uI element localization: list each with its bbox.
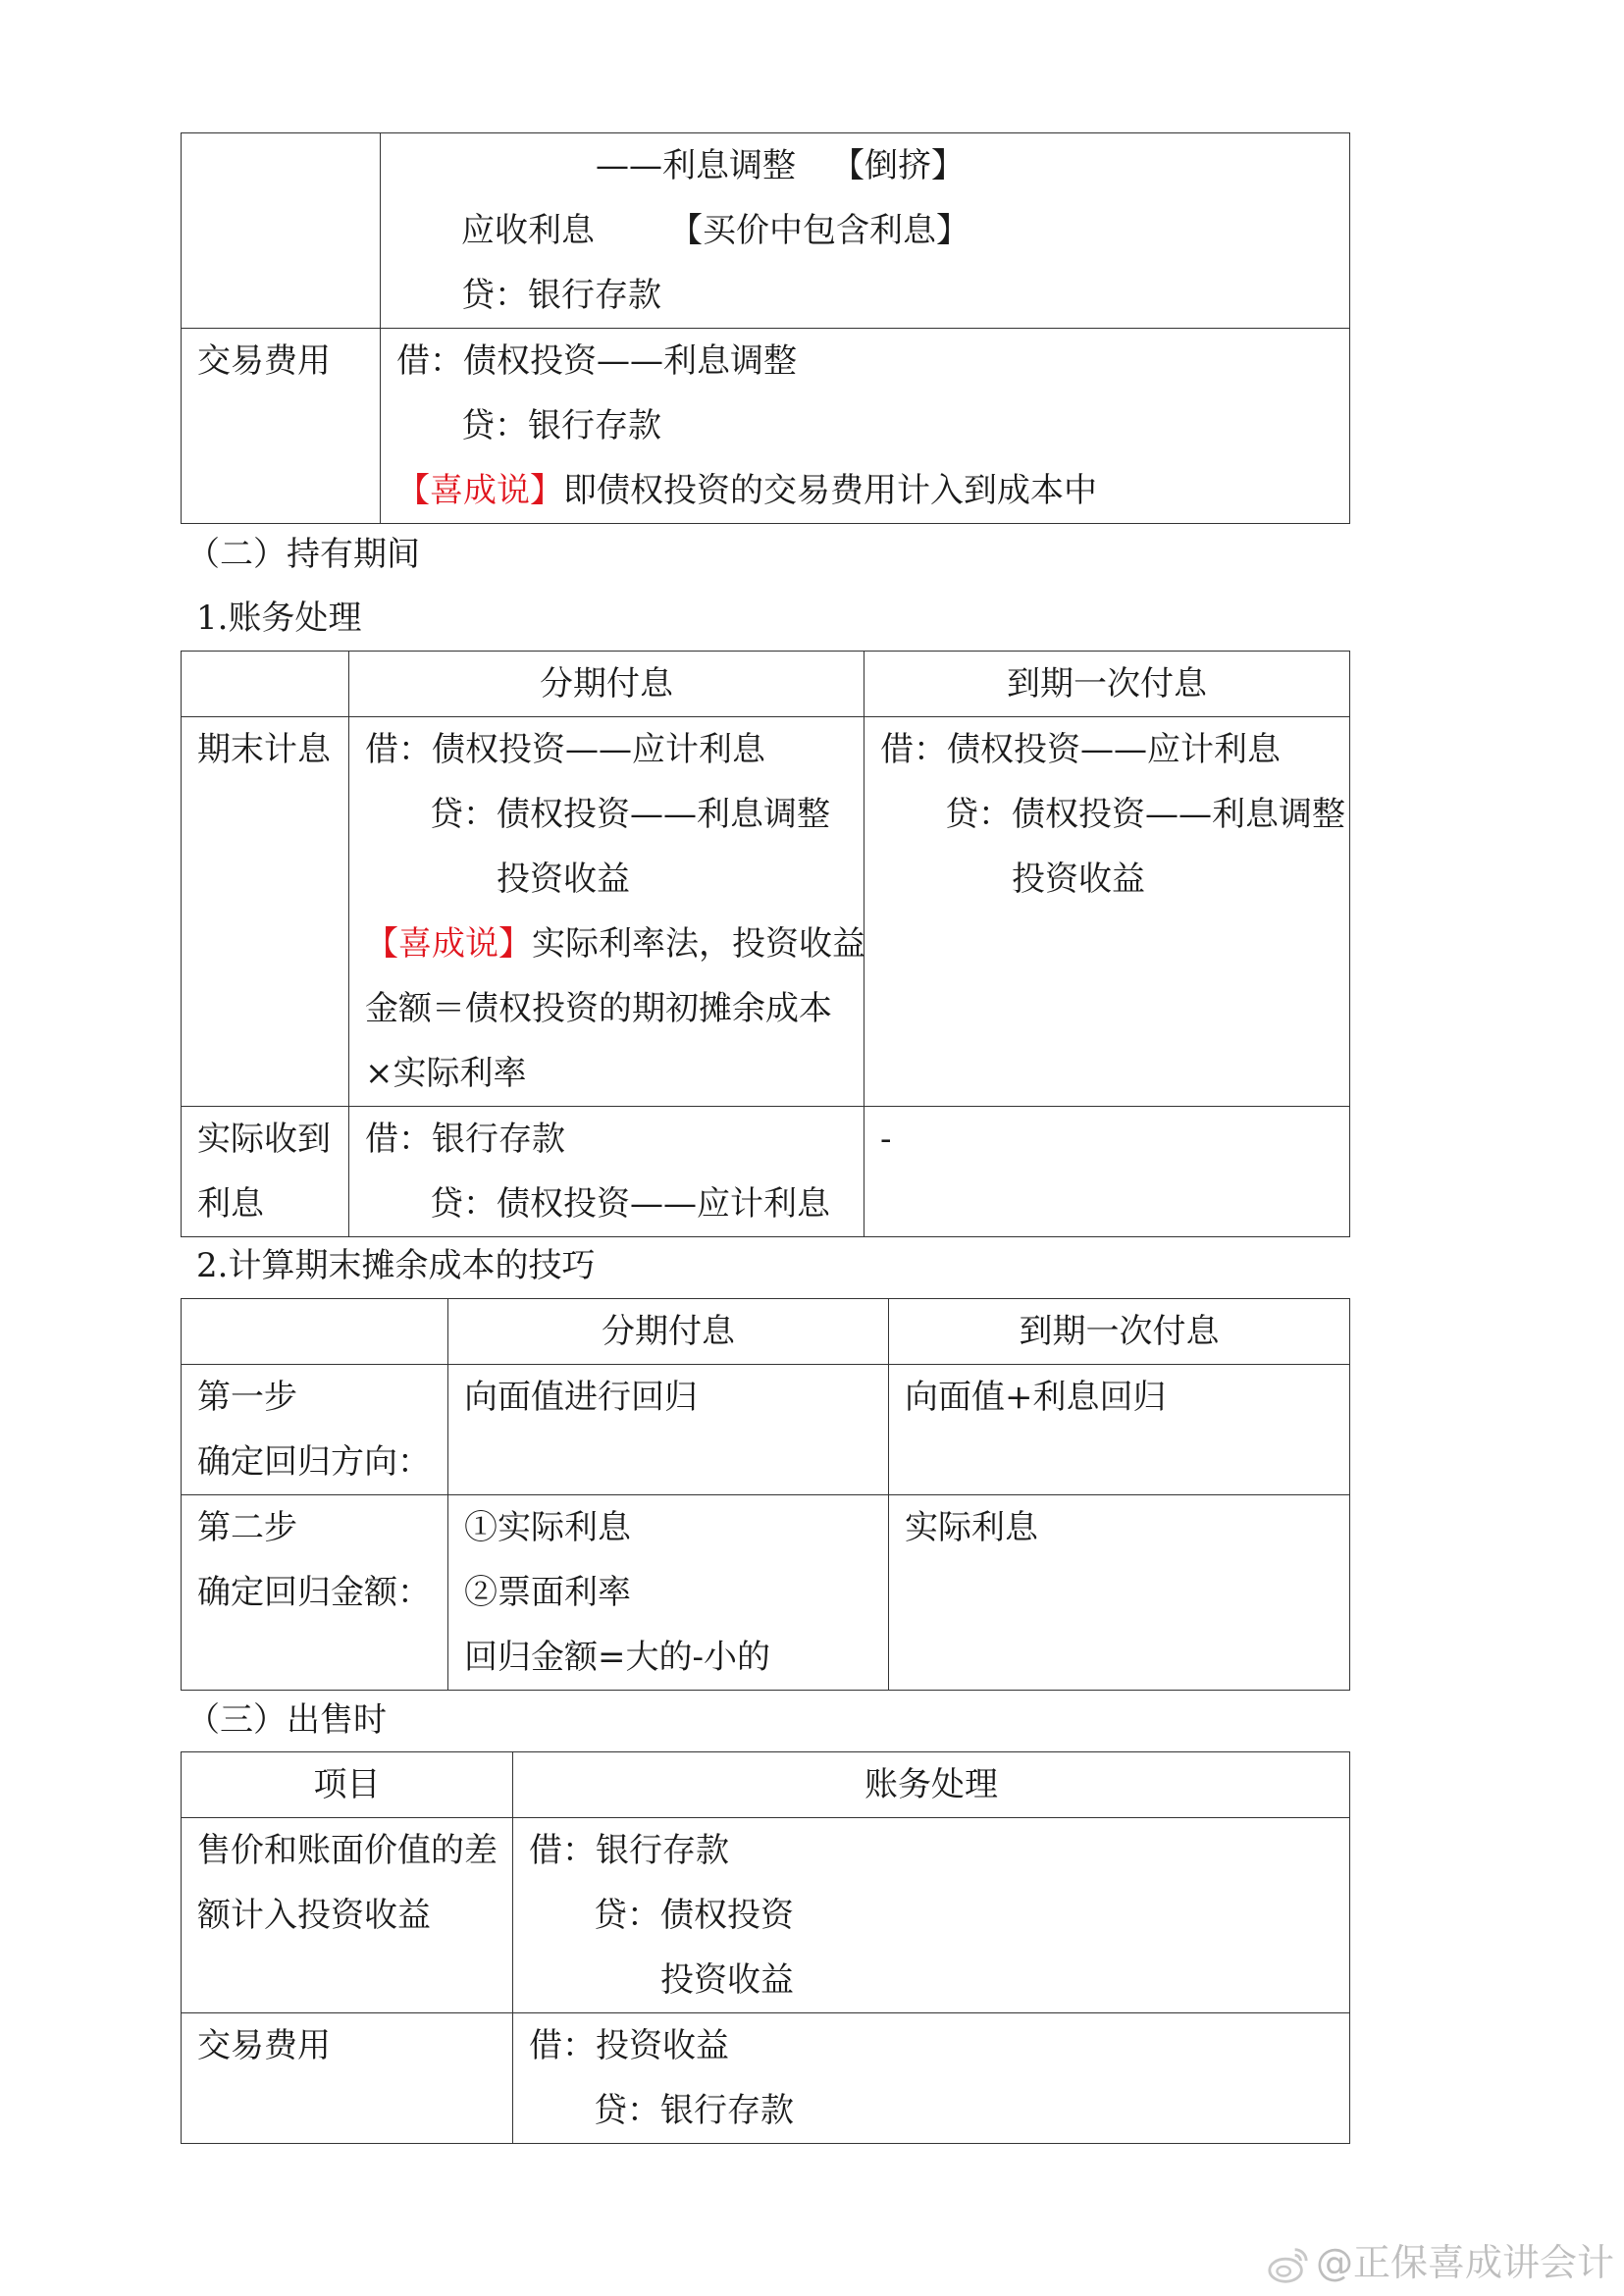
row-label: 交易费用	[182, 2013, 513, 2144]
entry-line: 投资收益	[660, 1960, 794, 2000]
entry-line: 贷：债权投资——利息调整	[430, 795, 830, 834]
entry-line: 贷：债权投资	[594, 1896, 794, 1935]
entry-line: 借：债权投资——应计利息	[365, 730, 765, 769]
entry-line: 贷：债权投资——应计利息	[430, 1184, 830, 1224]
entry-line: 借：债权投资——应计利息	[880, 730, 1281, 769]
table-row	[182, 717, 1350, 1107]
entry-line: 借：投资收益	[529, 2026, 729, 2065]
table-header-row	[182, 652, 1350, 717]
entry-line: 贷：银行存款	[461, 276, 661, 315]
header-cell	[182, 1299, 448, 1365]
table-cell	[182, 133, 381, 329]
header-cell: 到期一次付息	[889, 1299, 1350, 1365]
table-cell	[349, 717, 864, 1107]
table-row	[182, 133, 1350, 329]
table-cell	[513, 1818, 1350, 2013]
table-cell: ①实际利息 ②票面利率 回归金额=大的-小的	[448, 1495, 889, 1691]
note-tag: 【喜成说】	[396, 471, 563, 510]
note-line: 金额＝债权投资的期初摊余成本	[365, 989, 832, 1028]
entry-line: 借：银行存款	[529, 1831, 729, 1870]
header-cell: 到期一次付息	[864, 652, 1350, 717]
table-cell	[864, 717, 1350, 1107]
table-header-row	[182, 1299, 1350, 1365]
entry-line: 借：债权投资——利息调整	[396, 341, 797, 381]
table-cell: 实际利息	[889, 1495, 1350, 1691]
table-cell	[513, 2013, 1350, 2144]
entry-line: 借：银行存款	[365, 1120, 565, 1159]
note-line: 【喜成说】实际利率法，投资收益	[365, 924, 865, 964]
entry-line: ——利息调整 【倒挤】	[596, 146, 965, 185]
table-row	[182, 329, 1350, 524]
table-row	[182, 2013, 1350, 2144]
section-heading: （二）持有期间	[186, 535, 420, 574]
entry-line: 贷：银行存款	[461, 406, 661, 445]
sale-table	[181, 1751, 1350, 2144]
row-label: 售价和账面价值的差 额计入投资收益	[182, 1818, 513, 2013]
subsection-heading: 2.计算期末摊余成本的技巧	[196, 1246, 596, 1285]
row-label: 交易费用	[182, 329, 381, 524]
note-line: 【喜成说】即债权投资的交易费用计入到成本中	[396, 471, 1097, 510]
section-heading: （三）出售时	[186, 1700, 387, 1740]
header-cell: 账务处理	[513, 1752, 1350, 1818]
row-label: 实际收到 利息	[182, 1107, 349, 1237]
table-row	[182, 1495, 1350, 1691]
holding-period-table	[181, 651, 1350, 1237]
initial-measurement-table	[181, 132, 1350, 524]
watermark: @正保喜成讲会计	[1265, 2232, 1614, 2288]
table-row	[182, 1107, 1350, 1237]
row-label: 第二步 确定回归金额：	[182, 1495, 448, 1691]
entry-line: 贷：债权投资——利息调整	[945, 795, 1345, 834]
subsection-heading: 1.账务处理	[196, 599, 362, 638]
row-label: 第一步 确定回归方向：	[182, 1365, 448, 1495]
table-cell	[381, 329, 1350, 524]
table-row	[182, 1365, 1350, 1495]
entry-line: 投资收益	[497, 860, 630, 899]
table-cell	[381, 133, 1350, 329]
table-cell: 向面值+利息回归	[889, 1365, 1350, 1495]
entry-line: 应收利息 【买价中包含利息】	[461, 211, 969, 250]
note-line: ×实际利率	[365, 1054, 527, 1093]
header-cell: 项目	[182, 1752, 513, 1818]
entry-line: 贷：银行存款	[594, 2091, 794, 2130]
table-cell: -	[864, 1107, 1350, 1237]
header-cell: 分期付息	[349, 652, 864, 717]
table-row	[182, 1818, 1350, 2013]
entry-line: 投资收益	[1012, 860, 1145, 899]
header-cell: 分期付息	[448, 1299, 889, 1365]
weibo-logo-icon	[1265, 2242, 1310, 2287]
amortized-cost-technique-table	[181, 1298, 1350, 1691]
table-header-row	[182, 1752, 1350, 1818]
header-cell	[182, 652, 349, 717]
note-tag: 【喜成说】	[365, 924, 532, 964]
row-label: 期末计息	[182, 717, 349, 1107]
table-cell	[349, 1107, 864, 1237]
table-cell: 向面值进行回归	[448, 1365, 889, 1495]
